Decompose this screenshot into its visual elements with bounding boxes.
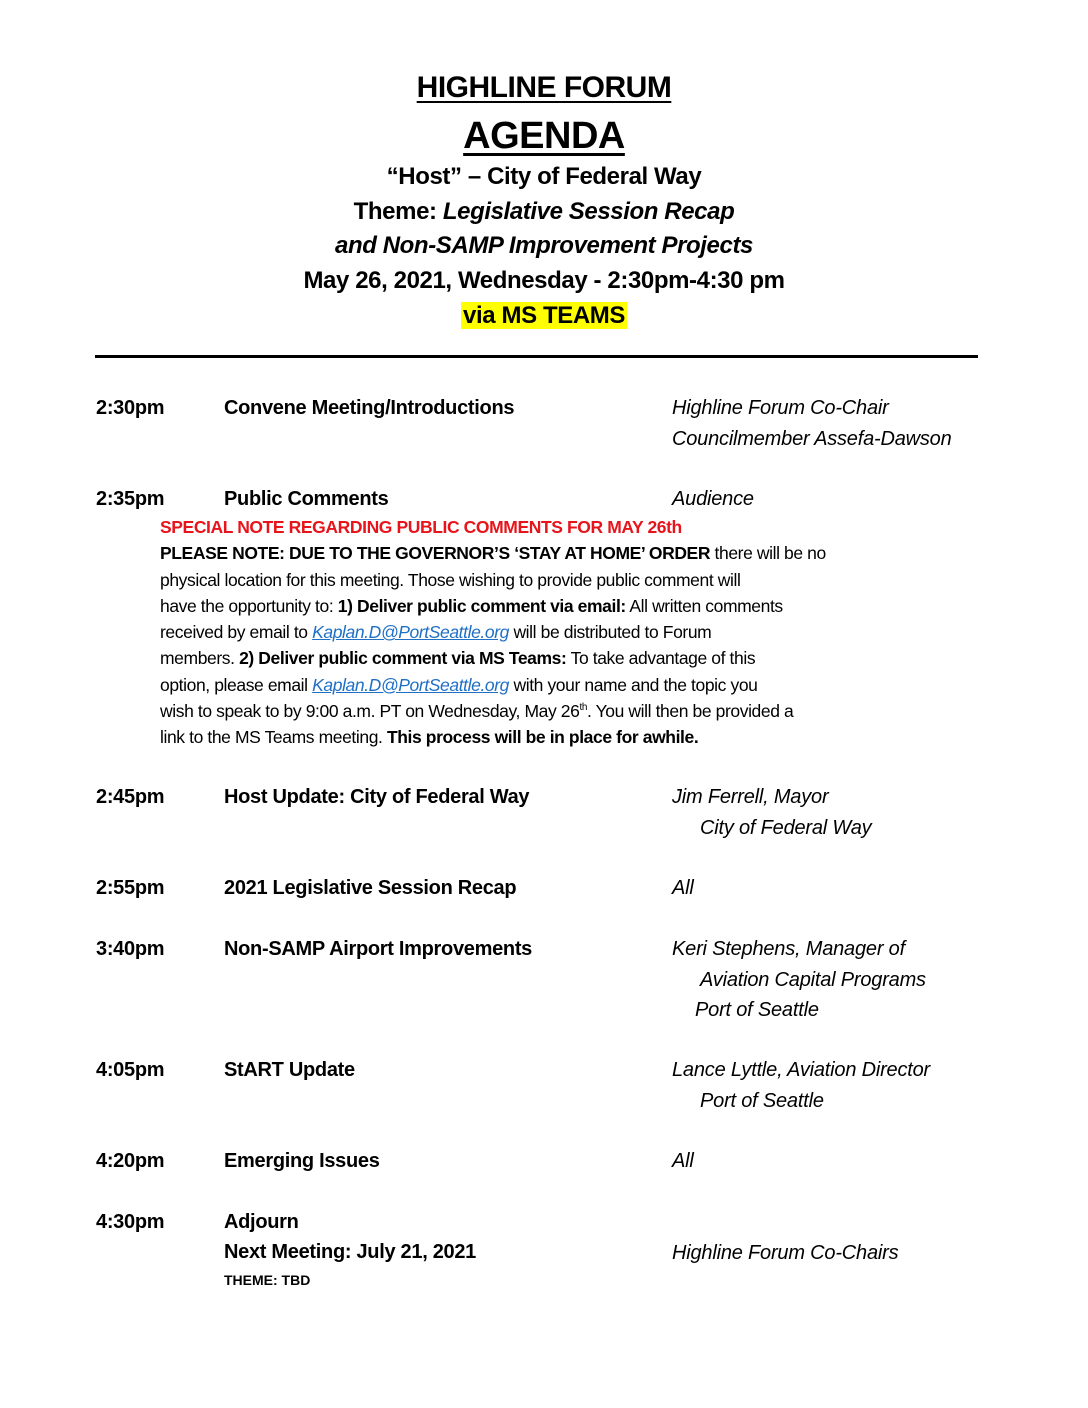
header-divider: [95, 355, 978, 358]
theme-text-1: Legislative Session Recap: [442, 198, 735, 225]
agenda-topic: Non-SAMP Airport Improvements: [224, 938, 532, 960]
agenda-time: 3:40pm: [96, 938, 165, 960]
notice-line: received by email to Kaplan.D@PortSeattle.org will be distributed to Forum: [160, 622, 712, 643]
agenda-time: 4:20pm: [96, 1150, 165, 1172]
host-line: “Host” – City of Federal Way: [386, 163, 702, 190]
presenter-line: Councilmember Assefa-Dawson: [672, 427, 952, 450]
agenda-presenter: [672, 873, 694, 904]
notice-closing: This process will be in place for awhile.: [386, 727, 699, 748]
email-link[interactable]: Kaplan.D@PortSeattle.org: [312, 674, 510, 695]
next-meeting: Next Meeting: July 21, 2021: [224, 1241, 477, 1263]
notice-line: physical location for this meeting. Those wishing to provide public comment will: [160, 569, 741, 590]
presenter-line: Jim Ferrell, Mayor: [672, 786, 829, 808]
agenda-presenter: [672, 934, 926, 1026]
email-link[interactable]: Kaplan.D@PortSeattle.org: [312, 622, 509, 643]
page-title: AGENDA: [463, 115, 625, 157]
notice-line: members. 2) Deliver public comment via MS Teams: To take advantage of this: [160, 648, 756, 669]
agenda-time: 2:55pm: [96, 877, 165, 899]
venue-highlight: via MS TEAMS: [463, 302, 625, 329]
notice-line: PLEASE NOTE: DUE TO THE GOVERNOR’S ‘STAY AT HOME’ ORDER there will be no: [160, 543, 826, 564]
agenda-presenter: [672, 1146, 694, 1177]
presenter-line: Lance Lyttle, Aviation Director: [672, 1059, 931, 1081]
agenda-presenter: [672, 782, 871, 843]
agenda-topic: Public Comments: [224, 488, 389, 510]
org-title: HIGHLINE FORUM: [416, 71, 672, 104]
agenda-topic: 2021 Legislative Session Recap: [224, 877, 517, 899]
agenda-topic: Convene Meeting/Introductions: [224, 397, 515, 419]
agenda-time: 4:05pm: [96, 1059, 165, 1081]
agenda-topic: Emerging Issues: [224, 1150, 380, 1172]
meeting-date: May 26, 2021, Wednesday - 2:30pm-4:30 pm: [303, 267, 785, 294]
presenter-line: All: [672, 877, 694, 899]
notice-line: option, please email Kaplan.D@PortSeattle.org with your name and the topic you: [160, 674, 758, 695]
public-comment-notice: [160, 514, 940, 751]
notice-title: SPECIAL NOTE REGARDING PUBLIC COMMENTS FOR MAY 26th: [160, 517, 682, 537]
notice-line: have the opportunity to: 1) Deliver public comment via email: All written comments: [160, 595, 783, 616]
presenter-line: Aviation Capital Programs: [700, 968, 926, 991]
agenda-time: 2:45pm: [96, 786, 165, 808]
theme-line: [0, 195, 1088, 229]
presenter-line: City of Federal Way: [700, 816, 872, 839]
agenda-presenter: [672, 1055, 930, 1116]
notice-line: link to the MS Teams meeting. This process will be in place for awhile.: [160, 727, 699, 748]
presenter-line: All: [672, 1150, 694, 1172]
presenter-line: Keri Stephens, Manager of: [672, 938, 905, 960]
agenda-presenter: [672, 484, 754, 515]
agenda-topic: Host Update: City of Federal Way: [224, 786, 530, 808]
agenda-time: 2:30pm: [96, 397, 165, 419]
agenda-topic: StART Update: [224, 1059, 355, 1081]
option-teams-label: 2) Deliver public comment via MS Teams:: [239, 648, 567, 669]
agenda-time: 2:35pm: [96, 488, 165, 510]
presenter-line: Port of Seattle: [695, 999, 819, 1021]
option-email-label: 1) Deliver public comment via email:: [337, 595, 626, 616]
agenda-presenter: [672, 393, 952, 454]
notice-line: wish to speak to by 9:00 a.m. PT on Wednesday, May 26th. You will then be provided a: [160, 701, 794, 722]
presenter-line: Highline Forum Co-Chairs: [672, 1242, 899, 1264]
presenter-line: Highline Forum Co-Chair: [672, 397, 889, 419]
agenda-presenter: [672, 1238, 898, 1269]
presenter-line: Audience: [672, 488, 754, 510]
agenda-time: 4:30pm: [96, 1211, 165, 1233]
agenda-topic: Adjourn: [224, 1211, 299, 1233]
presenter-line: Port of Seattle: [700, 1089, 824, 1112]
theme-text-2: and Non-SAMP Improvement Projects: [335, 232, 753, 259]
next-meeting-theme: THEME: TBD: [224, 1272, 311, 1288]
venue-line: [0, 299, 1088, 333]
theme-label: Theme:: [353, 198, 443, 225]
notice-bold-intro: PLEASE NOTE: DUE TO THE GOVERNOR’S ‘STAY AT HOME’ ORDER: [160, 543, 711, 564]
